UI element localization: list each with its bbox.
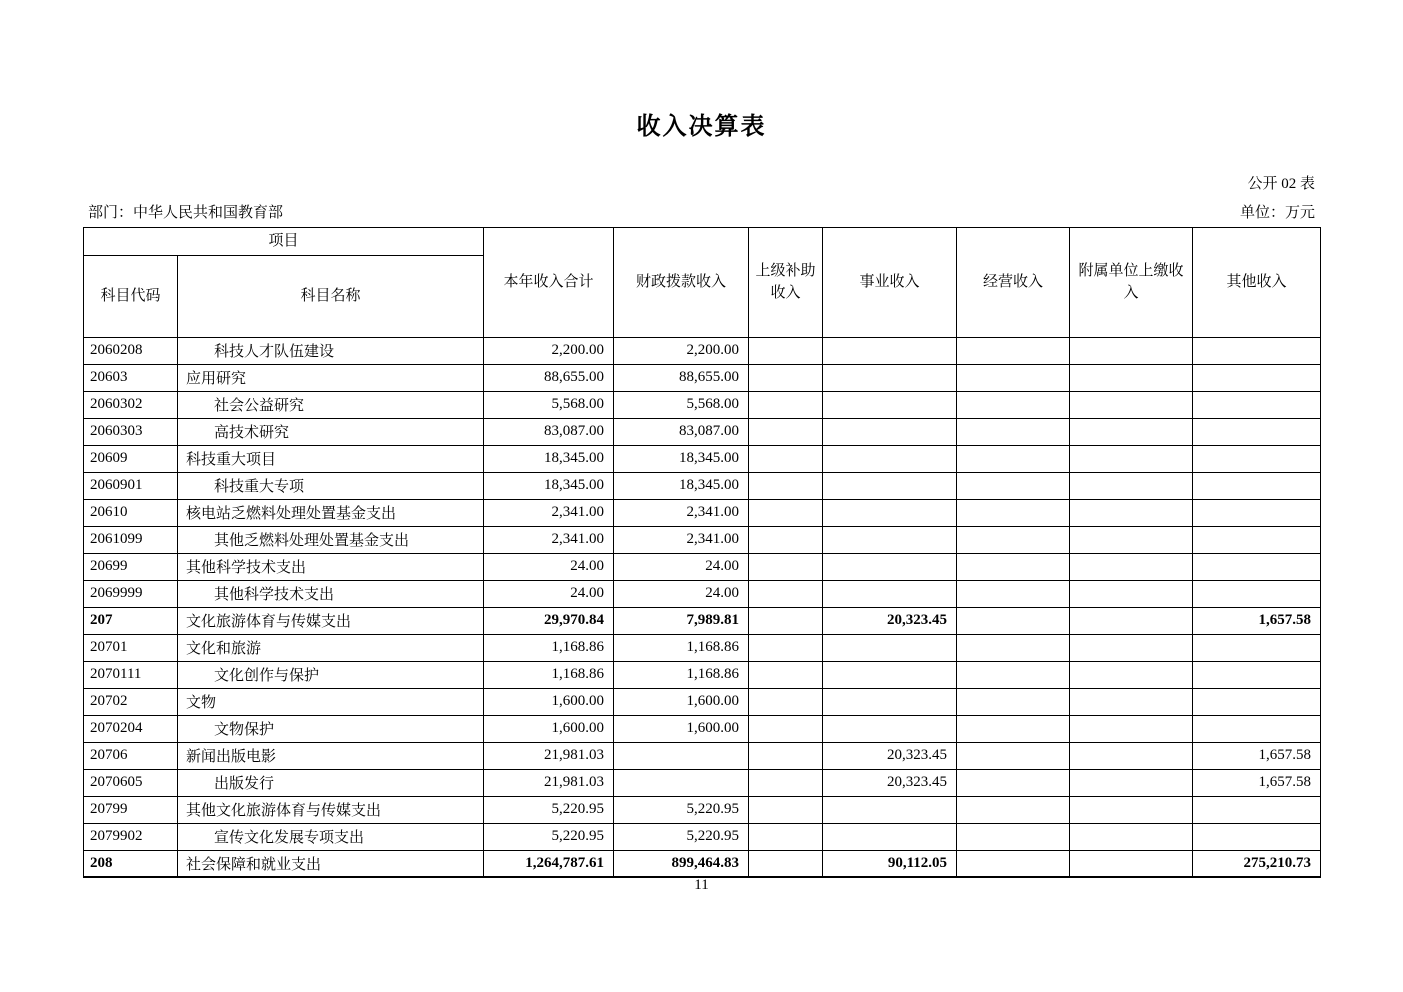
value-cell <box>1070 607 1193 634</box>
value-cell <box>957 607 1070 634</box>
value-cell <box>823 472 957 499</box>
subject-code-cell: 2070204 <box>84 715 178 742</box>
value-cell <box>957 472 1070 499</box>
value-cell <box>1193 391 1321 418</box>
value-cell: 2,200.00 <box>484 337 614 364</box>
value-cell <box>1070 769 1193 796</box>
value-cell <box>823 688 957 715</box>
header-col-total-income: 本年收入合计 <box>484 228 614 338</box>
value-cell <box>749 418 823 445</box>
value-cell <box>1070 526 1193 553</box>
value-cell: 7,989.81 <box>614 607 749 634</box>
table-row <box>84 769 1321 796</box>
value-cell: 1,600.00 <box>484 715 614 742</box>
subject-name-cell: 文化创作与保护 <box>178 661 484 688</box>
subject-name-cell: 应用研究 <box>178 364 484 391</box>
value-cell <box>749 715 823 742</box>
header-col-operational-income: 事业收入 <box>823 228 957 338</box>
value-cell: 2,341.00 <box>614 499 749 526</box>
value-cell <box>749 445 823 472</box>
value-cell <box>749 526 823 553</box>
value-cell <box>1070 796 1193 823</box>
value-cell <box>957 850 1070 877</box>
table-row <box>84 418 1321 445</box>
subject-code-cell: 20699 <box>84 553 178 580</box>
value-cell: 1,168.86 <box>614 661 749 688</box>
value-cell: 20,323.45 <box>823 769 957 796</box>
subject-code-cell: 208 <box>84 850 178 877</box>
table-row <box>84 796 1321 823</box>
subject-code-cell: 20603 <box>84 364 178 391</box>
value-cell: 275,210.73 <box>1193 850 1321 877</box>
value-cell <box>823 526 957 553</box>
subject-name-cell: 文物 <box>178 688 484 715</box>
value-cell: 1,168.86 <box>484 634 614 661</box>
value-cell: 1,600.00 <box>484 688 614 715</box>
table-code-label: 公开 02 表 <box>1247 176 1315 192</box>
subject-name-cell: 科技重大专项 <box>178 472 484 499</box>
value-cell <box>957 391 1070 418</box>
value-cell: 88,655.00 <box>484 364 614 391</box>
value-cell <box>1193 364 1321 391</box>
header-col-other-income: 其他收入 <box>1193 228 1321 338</box>
value-cell <box>749 553 823 580</box>
value-cell <box>1070 580 1193 607</box>
subject-code-cell: 2060208 <box>84 337 178 364</box>
page-title: 收入决算表 <box>636 114 767 140</box>
value-cell <box>1070 634 1193 661</box>
value-cell <box>1070 418 1193 445</box>
value-cell: 1,600.00 <box>614 688 749 715</box>
subject-name-cell: 其他科学技术支出 <box>178 553 484 580</box>
header-subject-code: 科目代码 <box>84 255 178 337</box>
value-cell <box>823 580 957 607</box>
header-subject-name: 科目名称 <box>178 255 484 337</box>
header-col-business-income: 经营收入 <box>957 228 1070 338</box>
value-cell <box>957 445 1070 472</box>
value-cell <box>1193 337 1321 364</box>
subject-code-cell: 2060901 <box>84 472 178 499</box>
value-cell <box>1193 715 1321 742</box>
value-cell <box>749 688 823 715</box>
subject-name-cell: 出版发行 <box>178 769 484 796</box>
subject-code-cell: 207 <box>84 607 178 634</box>
value-cell <box>1193 499 1321 526</box>
value-cell <box>1070 850 1193 877</box>
value-cell <box>1070 445 1193 472</box>
table-row <box>84 499 1321 526</box>
value-cell <box>749 634 823 661</box>
value-cell: 5,220.95 <box>484 796 614 823</box>
value-cell <box>749 661 823 688</box>
subject-name-cell: 文物保护 <box>178 715 484 742</box>
value-cell <box>1070 472 1193 499</box>
value-cell <box>1070 688 1193 715</box>
table-row <box>84 850 1321 877</box>
income-accounts-table <box>83 227 1321 878</box>
value-cell <box>957 553 1070 580</box>
value-cell <box>957 715 1070 742</box>
table-row <box>84 526 1321 553</box>
subject-name-cell: 核电站乏燃料处理处置基金支出 <box>178 499 484 526</box>
table-row <box>84 823 1321 850</box>
value-cell: 1,657.58 <box>1193 769 1321 796</box>
subject-code-cell: 20799 <box>84 796 178 823</box>
value-cell <box>1070 499 1193 526</box>
subject-name-cell: 文化和旅游 <box>178 634 484 661</box>
value-cell: 18,345.00 <box>484 445 614 472</box>
subject-name-cell: 科技人才队伍建设 <box>178 337 484 364</box>
table-row <box>84 634 1321 661</box>
value-cell <box>614 769 749 796</box>
table-row <box>84 445 1321 472</box>
value-cell <box>957 499 1070 526</box>
value-cell: 18,345.00 <box>484 472 614 499</box>
value-cell: 1,600.00 <box>614 715 749 742</box>
value-cell <box>749 850 823 877</box>
value-cell <box>957 526 1070 553</box>
subject-name-cell: 高技术研究 <box>178 418 484 445</box>
value-cell <box>823 391 957 418</box>
value-cell: 5,220.95 <box>484 823 614 850</box>
unit-label: 单位：万元 <box>1239 205 1315 221</box>
table-row <box>84 337 1321 364</box>
value-cell <box>749 364 823 391</box>
value-cell: 1,657.58 <box>1193 742 1321 769</box>
value-cell: 90,112.05 <box>823 850 957 877</box>
value-cell <box>1193 580 1321 607</box>
value-cell <box>1070 715 1193 742</box>
value-cell: 24.00 <box>484 580 614 607</box>
value-cell: 24.00 <box>614 580 749 607</box>
value-cell <box>823 661 957 688</box>
value-cell <box>957 823 1070 850</box>
table-row <box>84 688 1321 715</box>
value-cell <box>1070 391 1193 418</box>
value-cell <box>1193 634 1321 661</box>
value-cell: 83,087.00 <box>614 418 749 445</box>
value-cell <box>823 715 957 742</box>
value-cell: 2,341.00 <box>484 526 614 553</box>
value-cell <box>1193 418 1321 445</box>
subject-code-cell: 20610 <box>84 499 178 526</box>
value-cell: 5,220.95 <box>614 796 749 823</box>
value-cell: 5,568.00 <box>614 391 749 418</box>
value-cell <box>1193 796 1321 823</box>
value-cell <box>957 337 1070 364</box>
subject-name-cell: 社会保障和就业支出 <box>178 850 484 877</box>
value-cell <box>749 742 823 769</box>
subject-name-cell: 社会公益研究 <box>178 391 484 418</box>
subject-code-cell: 20702 <box>84 688 178 715</box>
value-cell <box>1193 661 1321 688</box>
value-cell: 18,345.00 <box>614 472 749 499</box>
value-cell <box>823 337 957 364</box>
value-cell <box>749 580 823 607</box>
value-cell: 24.00 <box>614 553 749 580</box>
value-cell <box>749 472 823 499</box>
table-body <box>84 337 1321 877</box>
value-cell <box>1193 553 1321 580</box>
subject-code-cell: 2070111 <box>84 661 178 688</box>
page-number: 11 <box>694 877 709 893</box>
value-cell <box>1193 526 1321 553</box>
header-col-superior-subsidy: 上级补助收入 <box>749 228 823 338</box>
value-cell: 21,981.03 <box>484 742 614 769</box>
value-cell <box>957 634 1070 661</box>
table-row <box>84 391 1321 418</box>
table-row <box>84 553 1321 580</box>
table-row <box>84 661 1321 688</box>
value-cell <box>1193 823 1321 850</box>
value-cell <box>957 364 1070 391</box>
value-cell: 899,464.83 <box>614 850 749 877</box>
table-row <box>84 742 1321 769</box>
value-cell <box>749 391 823 418</box>
value-cell: 88,655.00 <box>614 364 749 391</box>
subject-name-cell: 其他乏燃料处理处置基金支出 <box>178 526 484 553</box>
value-cell: 5,220.95 <box>614 823 749 850</box>
value-cell <box>1193 688 1321 715</box>
value-cell <box>749 796 823 823</box>
value-cell <box>957 418 1070 445</box>
header-col-affiliated-units: 附属单位上缴收入 <box>1070 228 1193 338</box>
value-cell: 18,345.00 <box>614 445 749 472</box>
value-cell <box>1070 742 1193 769</box>
value-cell <box>957 796 1070 823</box>
subject-name-cell: 新闻出版电影 <box>178 742 484 769</box>
subject-code-cell: 20706 <box>84 742 178 769</box>
subject-code-cell: 2061099 <box>84 526 178 553</box>
value-cell: 21,981.03 <box>484 769 614 796</box>
value-cell <box>823 499 957 526</box>
header-project: 项目 <box>84 228 484 256</box>
value-cell <box>1193 472 1321 499</box>
value-cell: 1,168.86 <box>484 661 614 688</box>
value-cell <box>823 634 957 661</box>
subject-code-cell: 2069999 <box>84 580 178 607</box>
value-cell <box>823 823 957 850</box>
subject-name-cell: 其他科学技术支出 <box>178 580 484 607</box>
subject-code-cell: 2079902 <box>84 823 178 850</box>
value-cell <box>1193 445 1321 472</box>
table-row <box>84 580 1321 607</box>
value-cell: 20,323.45 <box>823 742 957 769</box>
value-cell: 1,168.86 <box>614 634 749 661</box>
value-cell: 1,657.58 <box>1193 607 1321 634</box>
header-col-fiscal-appropriation: 财政拨款收入 <box>614 228 749 338</box>
value-cell: 24.00 <box>484 553 614 580</box>
value-cell <box>957 688 1070 715</box>
value-cell: 2,341.00 <box>614 526 749 553</box>
value-cell <box>823 445 957 472</box>
value-cell: 2,200.00 <box>614 337 749 364</box>
value-cell <box>957 580 1070 607</box>
department-label: 部门：中华人民共和国教育部 <box>88 205 284 221</box>
value-cell <box>1070 337 1193 364</box>
value-cell <box>1070 364 1193 391</box>
table-row <box>84 607 1321 634</box>
value-cell <box>749 823 823 850</box>
value-cell <box>957 769 1070 796</box>
value-cell <box>749 499 823 526</box>
value-cell: 83,087.00 <box>484 418 614 445</box>
value-cell <box>823 553 957 580</box>
value-cell: 20,323.45 <box>823 607 957 634</box>
subject-code-cell: 2060303 <box>84 418 178 445</box>
subject-name-cell: 宣传文化发展专项支出 <box>178 823 484 850</box>
value-cell <box>823 796 957 823</box>
subject-name-cell: 其他文化旅游体育与传媒支出 <box>178 796 484 823</box>
subject-code-cell: 20609 <box>84 445 178 472</box>
value-cell <box>823 364 957 391</box>
subject-name-cell: 科技重大项目 <box>178 445 484 472</box>
value-cell <box>749 769 823 796</box>
value-cell: 2,341.00 <box>484 499 614 526</box>
value-cell <box>957 742 1070 769</box>
subject-code-cell: 2070605 <box>84 769 178 796</box>
table-row <box>84 472 1321 499</box>
value-cell: 1,264,787.61 <box>484 850 614 877</box>
value-cell: 5,568.00 <box>484 391 614 418</box>
table-row <box>84 715 1321 742</box>
value-cell <box>1070 553 1193 580</box>
subject-code-cell: 20701 <box>84 634 178 661</box>
value-cell <box>749 337 823 364</box>
value-cell <box>1070 661 1193 688</box>
value-cell <box>749 607 823 634</box>
value-cell <box>1070 823 1193 850</box>
subject-name-cell: 文化旅游体育与传媒支出 <box>178 607 484 634</box>
subject-code-cell: 2060302 <box>84 391 178 418</box>
value-cell: 29,970.84 <box>484 607 614 634</box>
value-cell <box>823 418 957 445</box>
value-cell <box>957 661 1070 688</box>
table-row <box>84 364 1321 391</box>
value-cell <box>614 742 749 769</box>
